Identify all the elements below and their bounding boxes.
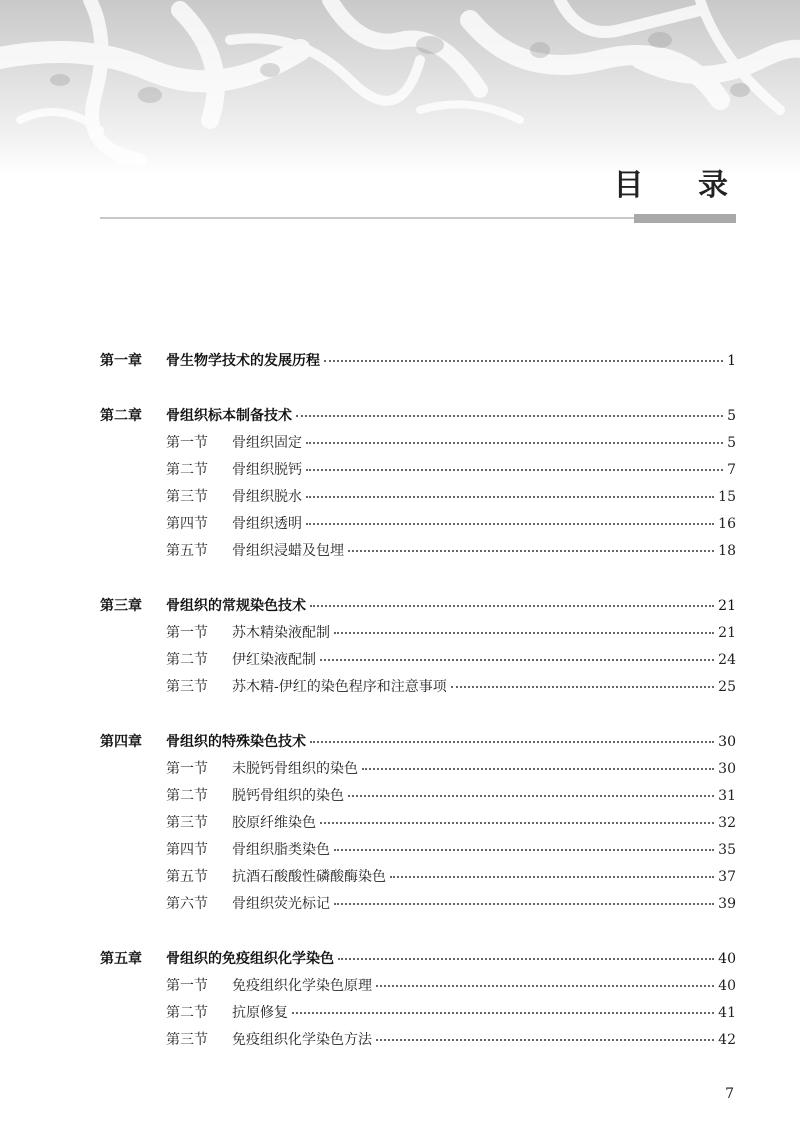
- section-number: 第三节: [166, 679, 208, 695]
- section-title: 胶原纤维染色: [232, 815, 316, 831]
- title-divider-accent: [634, 214, 736, 223]
- section-title: 骨组织固定: [232, 435, 302, 451]
- dot-leader: [320, 658, 714, 661]
- page-ref: 25: [718, 679, 736, 695]
- section-title: 骨组织脱钙: [232, 462, 302, 478]
- toc-chapter-entry[interactable]: [100, 948, 736, 975]
- section-number: 第一节: [166, 761, 208, 777]
- section-number: 第一节: [166, 625, 208, 641]
- section-title: 骨组织浸蜡及包埋: [232, 543, 344, 559]
- toc-section-entry[interactable]: [100, 513, 736, 540]
- section-title: 骨组织脱水: [232, 489, 302, 505]
- page-ref: 24: [718, 652, 736, 668]
- section-number: 第二节: [166, 462, 208, 478]
- toc-chapter-entry[interactable]: [100, 731, 736, 758]
- toc-section-entry[interactable]: [100, 839, 736, 866]
- toc-chapter: [100, 405, 736, 567]
- chapter-number: 第三章: [100, 598, 142, 614]
- toc-section-entry[interactable]: [100, 459, 736, 486]
- section-number: 第四节: [166, 842, 208, 858]
- section-number: 第一节: [166, 978, 208, 994]
- toc-chapter: [100, 731, 736, 920]
- dot-leader: [306, 441, 723, 444]
- section-title: 抗原修复: [232, 1005, 288, 1021]
- toc-chapter: [100, 948, 736, 1056]
- page-ref: 39: [718, 896, 736, 912]
- section-title: 苏木精染液配制: [232, 625, 330, 641]
- page-ref: 37: [718, 869, 736, 885]
- chapter-number: 第二章: [100, 408, 142, 424]
- page-ref: 42: [718, 1032, 736, 1048]
- page-ref: 31: [718, 788, 736, 804]
- page-title: 目 录: [613, 168, 750, 203]
- section-number: 第二节: [166, 652, 208, 668]
- page-ref: 30: [718, 761, 736, 777]
- toc-section-entry[interactable]: [100, 866, 736, 893]
- dot-leader: [324, 359, 723, 362]
- dot-leader: [334, 848, 714, 851]
- page-ref: 40: [718, 951, 736, 967]
- page-ref: 41: [718, 1005, 736, 1021]
- dot-leader: [376, 1038, 714, 1041]
- table-of-contents: [100, 350, 736, 1084]
- dot-leader: [306, 468, 723, 471]
- toc-section-entry[interactable]: [100, 486, 736, 513]
- dot-leader: [306, 495, 714, 498]
- page-ref: 35: [718, 842, 736, 858]
- toc-section-entry[interactable]: [100, 812, 736, 839]
- section-number: 第三节: [166, 489, 208, 505]
- section-number: 第一节: [166, 435, 208, 451]
- toc-chapter-entry[interactable]: [100, 350, 736, 377]
- section-title: 免疫组织化学染色原理: [232, 978, 372, 994]
- dot-leader: [334, 902, 714, 905]
- section-number: 第三节: [166, 1032, 208, 1048]
- toc-section-entry[interactable]: [100, 758, 736, 785]
- section-title: 脱钙骨组织的染色: [232, 788, 344, 804]
- section-number: 第三节: [166, 815, 208, 831]
- chapter-title: 骨组织标本制备技术: [166, 408, 292, 424]
- page-ref: 40: [718, 978, 736, 994]
- page-ref: 30: [718, 734, 736, 750]
- dot-leader: [310, 740, 714, 743]
- page-ref: 18: [718, 543, 736, 559]
- dot-leader: [334, 631, 714, 634]
- dot-leader: [362, 767, 714, 770]
- section-number: 第五节: [166, 869, 208, 885]
- page-ref: 16: [718, 516, 736, 532]
- toc-section-entry[interactable]: [100, 622, 736, 649]
- chapter-title: 骨生物学技术的发展历程: [166, 353, 320, 369]
- dot-leader: [348, 794, 714, 797]
- section-title: 骨组织荧光标记: [232, 896, 330, 912]
- toc-chapter-entry[interactable]: [100, 405, 736, 432]
- page-ref: 32: [718, 815, 736, 831]
- dot-leader: [292, 1011, 714, 1014]
- page-ref: 1: [727, 353, 736, 369]
- dot-leader: [296, 414, 723, 417]
- chapter-title: 骨组织的特殊染色技术: [166, 734, 306, 750]
- section-number: 第二节: [166, 788, 208, 804]
- chapter-title: 骨组织的常规染色技术: [166, 598, 306, 614]
- section-title: 免疫组织化学染色方法: [232, 1032, 372, 1048]
- section-number: 第二节: [166, 1005, 208, 1021]
- section-number: 第四节: [166, 516, 208, 532]
- dot-leader: [338, 957, 714, 960]
- toc-section-entry[interactable]: [100, 540, 736, 567]
- toc-section-entry[interactable]: [100, 1029, 736, 1056]
- chapter-number: 第一章: [100, 353, 142, 369]
- page-ref: 21: [718, 598, 736, 614]
- section-title: 抗酒石酸酸性磷酸酶染色: [232, 869, 386, 885]
- page-ref: 5: [727, 435, 736, 451]
- page-ref: 21: [718, 625, 736, 641]
- section-title: 骨组织透明: [232, 516, 302, 532]
- dot-leader: [306, 522, 714, 525]
- dot-leader: [390, 875, 714, 878]
- toc-chapter-entry[interactable]: [100, 595, 736, 622]
- section-title: 苏木精-伊红的染色程序和注意事项: [232, 679, 447, 695]
- header-banner-image: [0, 0, 800, 175]
- toc-section-entry[interactable]: [100, 975, 736, 1002]
- toc-section-entry[interactable]: [100, 1002, 736, 1029]
- dot-leader: [376, 984, 714, 987]
- toc-section-entry[interactable]: [100, 785, 736, 812]
- chapter-title: 骨组织的免疫组织化学染色: [166, 951, 334, 967]
- page-ref: 5: [727, 408, 736, 424]
- dot-leader: [451, 685, 714, 688]
- section-title: 伊红染液配制: [232, 652, 316, 668]
- toc-section-entry[interactable]: [100, 676, 736, 703]
- section-number: 第五节: [166, 543, 208, 559]
- section-number: 第六节: [166, 896, 208, 912]
- dot-leader: [310, 604, 714, 607]
- chapter-number: 第五章: [100, 951, 142, 967]
- bone-texture-image: [0, 0, 800, 175]
- chapter-number: 第四章: [100, 734, 142, 750]
- toc-section-entry[interactable]: [100, 649, 736, 676]
- dot-leader: [320, 821, 714, 824]
- toc-section-entry[interactable]: [100, 432, 736, 459]
- page-ref: 15: [718, 489, 736, 505]
- section-title: 骨组织脂类染色: [232, 842, 330, 858]
- page-number: 7: [725, 1086, 734, 1102]
- dot-leader: [348, 549, 714, 552]
- page-ref: 7: [727, 462, 736, 478]
- toc-section-entry[interactable]: [100, 893, 736, 920]
- toc-chapter: [100, 595, 736, 703]
- section-title: 未脱钙骨组织的染色: [232, 761, 358, 777]
- toc-chapter: [100, 350, 736, 377]
